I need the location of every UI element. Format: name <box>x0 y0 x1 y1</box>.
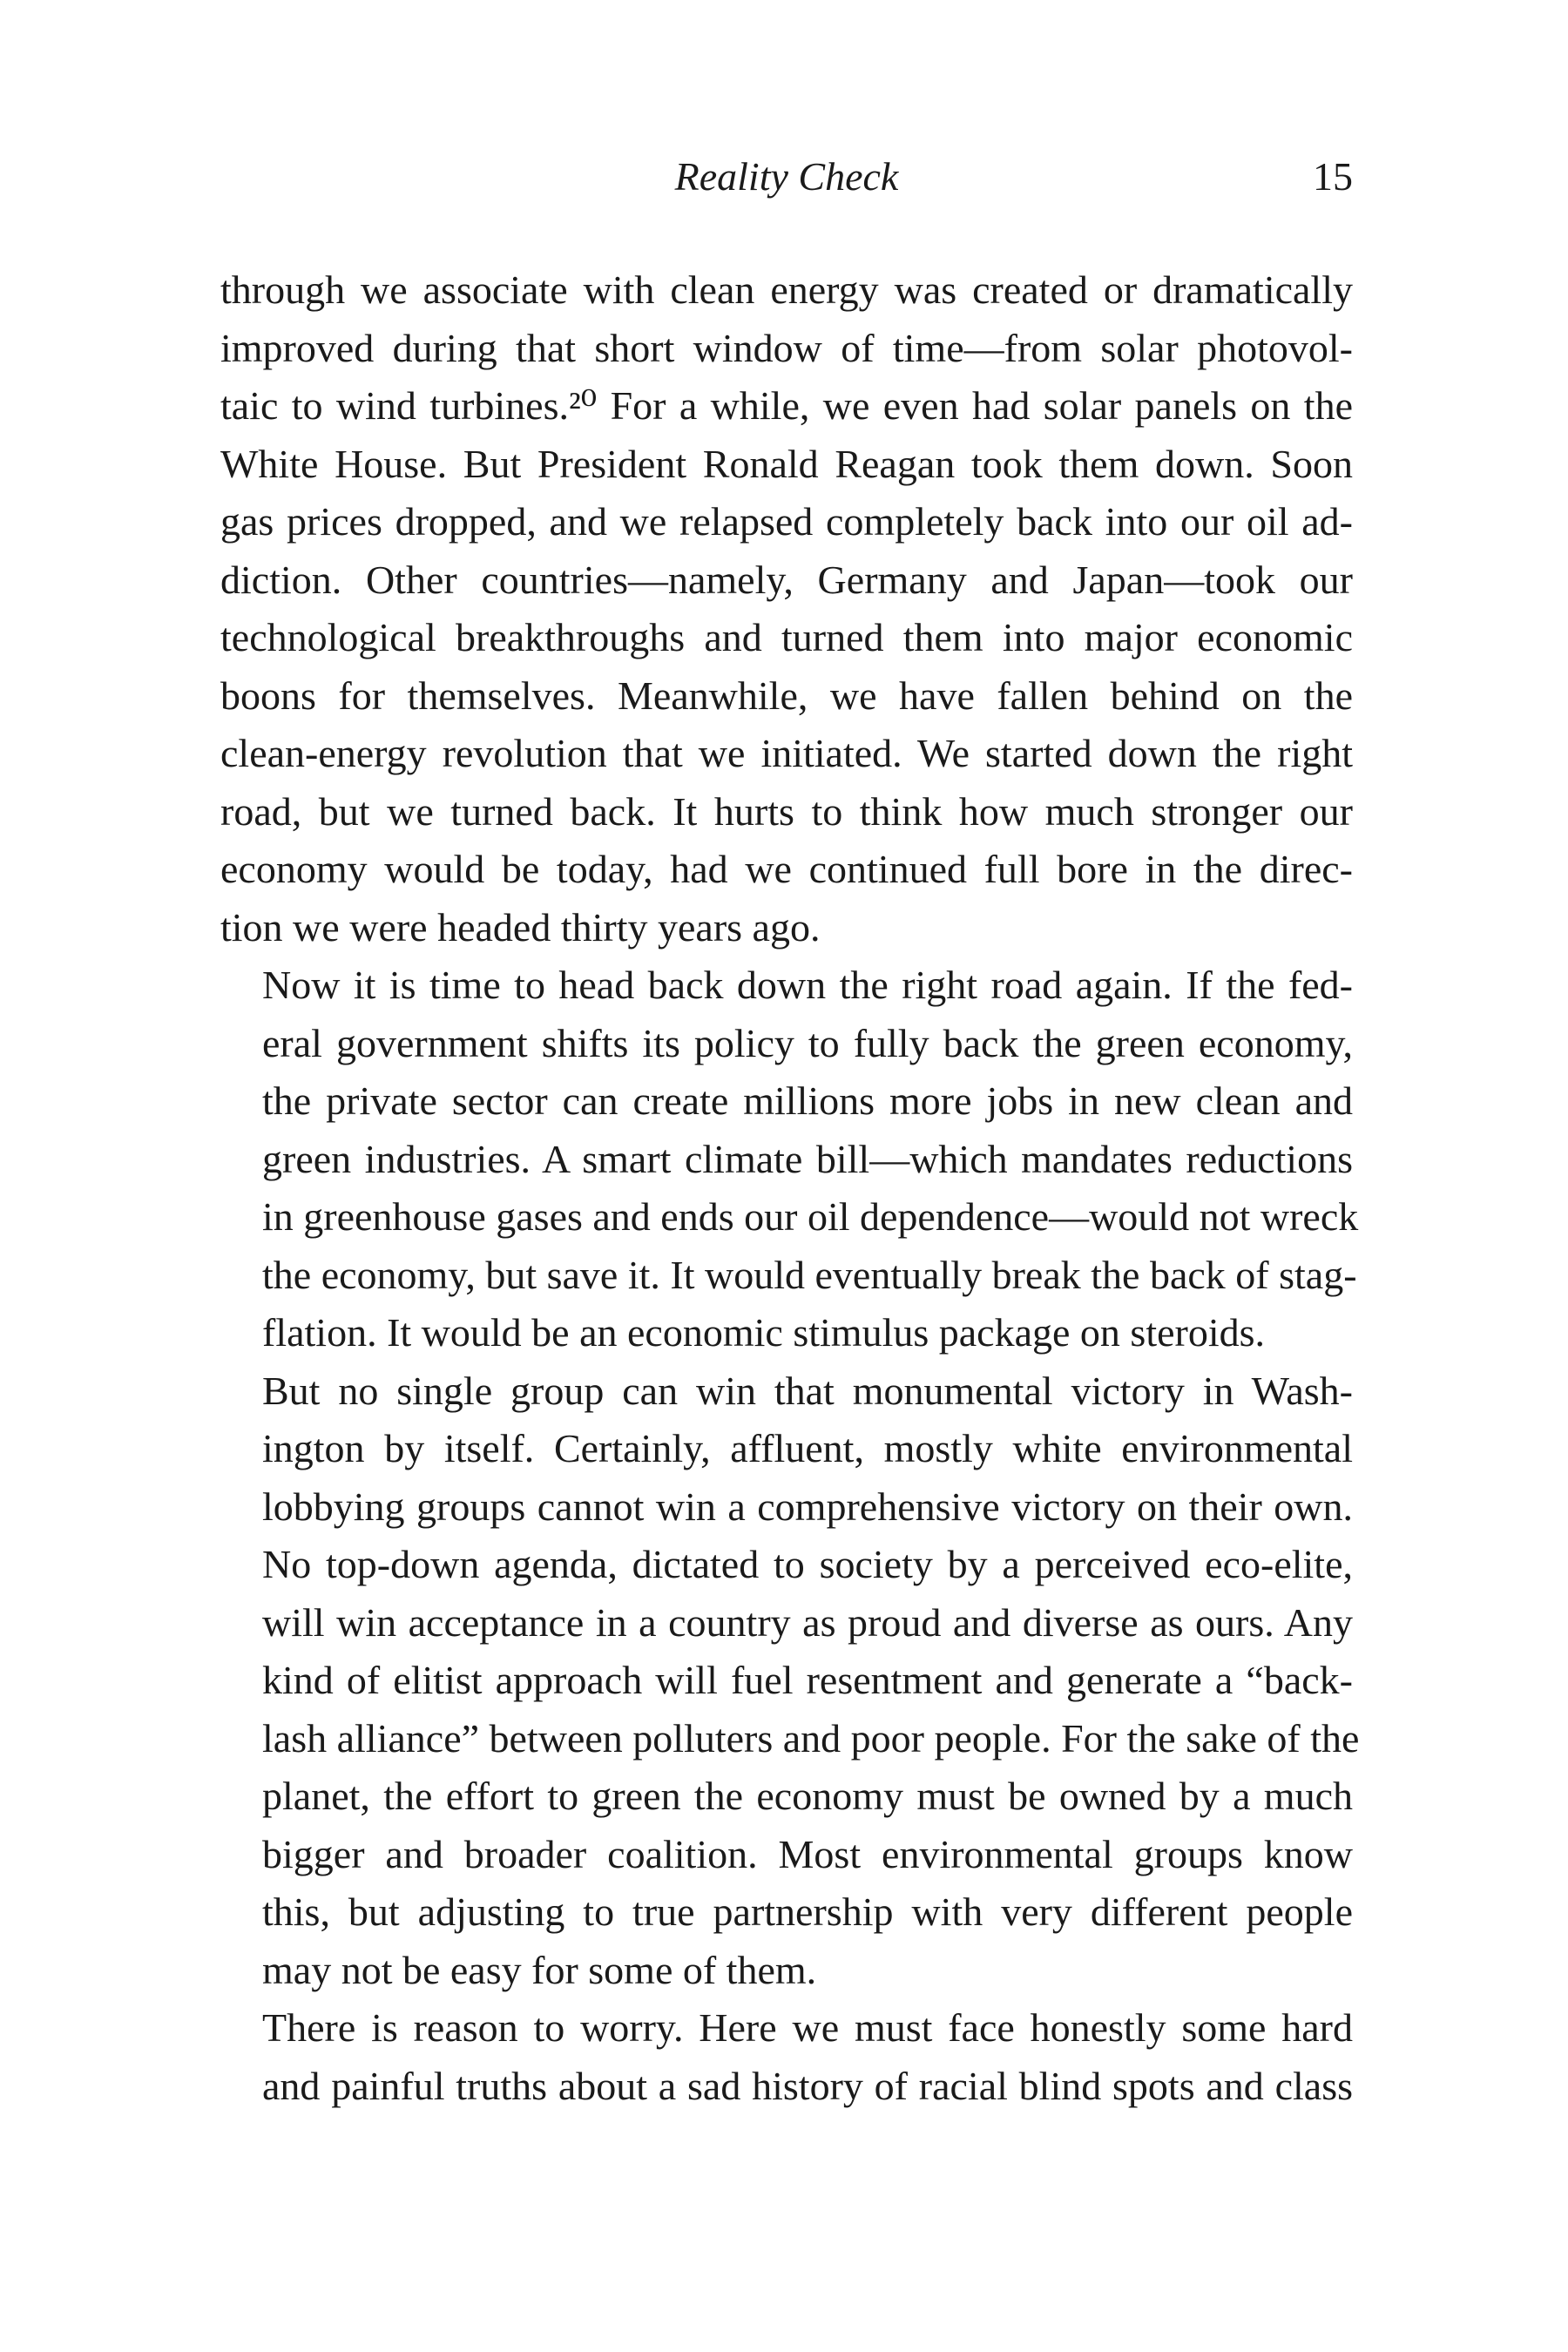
text-line: lash alliance” between polluters and poor people. For the sake of the <box>262 1715 1360 1761</box>
text-line: But no single group can win that monumental victory in Wash- <box>262 1368 1353 1413</box>
text-line: boons for themselves. Meanwhile, we have fallen behind on the <box>220 672 1353 718</box>
text-line: economy would be today, had we continued full bore in the direc- <box>220 847 1353 891</box>
text-line: green industries. A smart climate bill—which mandates reductions <box>262 1136 1353 1181</box>
text-line: ington by itself. Certainly, affluent, mostly white environmental <box>262 1426 1353 1470</box>
running-title: Reality Check <box>674 154 899 199</box>
text-line: planet, the effort to green the economy must be owned by a much <box>262 1774 1353 1818</box>
text-line: eral government shifts its policy to fully back the green economy, <box>262 1020 1353 1065</box>
text-line: will win acceptance in a country as proud and diverse as ours. Any <box>262 1599 1353 1645</box>
text-line: the economy, but save it. It would eventually break the back of stag- <box>262 1252 1357 1297</box>
text-line: gas prices dropped, and we relapsed completely back into our oil ad- <box>220 499 1353 544</box>
text-line: improved during that short window of time—from solar photovol- <box>220 325 1353 370</box>
text-line: through we associate with clean energy was created or dramatically <box>220 267 1353 312</box>
paragraph-4 <box>220 1999 1353 2115</box>
text-line: in greenhouse gases and ends our oil dependence—would not wreck <box>262 1194 1359 1239</box>
page-number: 15 <box>1313 154 1353 199</box>
text-line: flation. It would be an economic stimulus package on steroids. <box>262 1310 1266 1355</box>
text-line: this, but adjusting to true partnership with very different people <box>262 1889 1353 1934</box>
paragraph-3 <box>220 1362 1360 2000</box>
text-line: technological breakthroughs and turned them into major economic <box>220 615 1353 659</box>
paragraph-2 <box>220 956 1359 1362</box>
text-line: There is reason to worry. Here we must face honestly some hard <box>262 2005 1353 2050</box>
running-head <box>220 146 1353 207</box>
text-line: clean-energy revolution that we initiated. We started down the right <box>220 731 1353 775</box>
text-line: lobbying groups cannot win a comprehensive victory on their own. <box>262 1484 1353 1529</box>
text-line: the private sector can create millions more jobs in new clean and <box>262 1078 1353 1123</box>
text-line: kind of elitist approach will fuel resentment and generate a “back- <box>262 1658 1353 1702</box>
text-line: may not be easy for some of them. <box>262 1947 817 1992</box>
text-line: bigger and broader coalition. Most environmental groups know <box>262 1831 1353 1876</box>
paragraph-1 <box>220 261 1353 956</box>
text-line: White House. But President Ronald Reagan took them down. Soon <box>220 441 1353 486</box>
text-line: Now it is time to head back down the right road again. If the fed- <box>262 963 1353 1007</box>
text-line: road, but we turned back. It hurts to think how much stronger our <box>220 788 1353 834</box>
text-line: and painful truths about a sad history of racial blind spots and class <box>262 2063 1353 2108</box>
text-line: taic to wind turbines.²⁰ For a while, we even had solar panels on the <box>220 383 1353 428</box>
body-text <box>220 261 1360 2115</box>
text-line: tion we were headed thirty years ago. <box>220 904 821 950</box>
text-line: diction. Other countries—namely, Germany and Japan—took our <box>220 557 1353 602</box>
text-line: No top-down agenda, dictated to society by a perceived eco-elite, <box>262 1542 1353 1586</box>
